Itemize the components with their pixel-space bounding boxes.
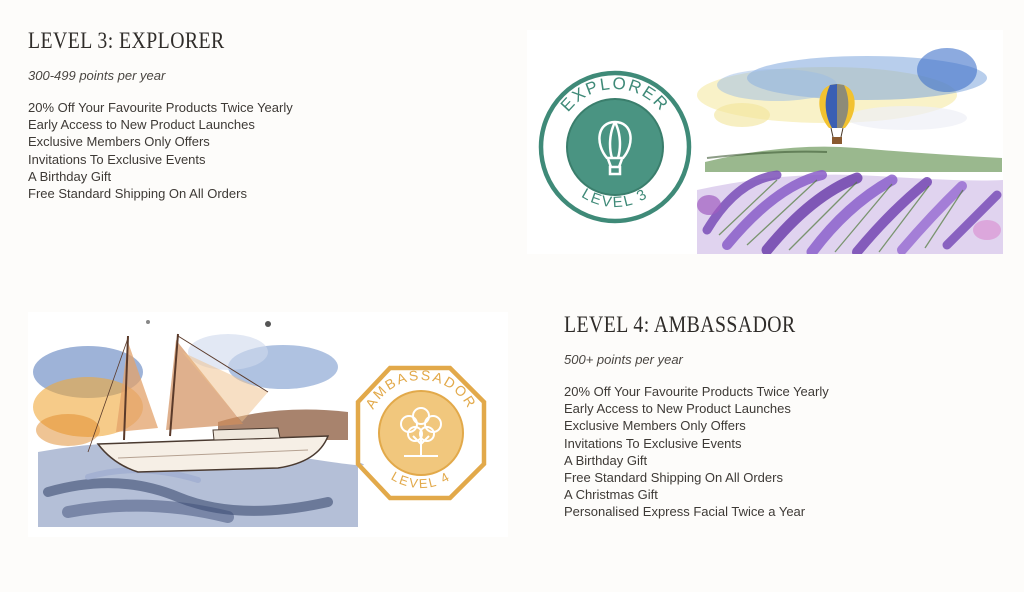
benefit-item: A Christmas Gift bbox=[564, 487, 658, 503]
level-3-illustration bbox=[527, 30, 1003, 254]
badge-bottom-text: LEVEL 4 bbox=[388, 468, 454, 492]
benefit-item: Free Standard Shipping On All Orders bbox=[28, 186, 247, 202]
level-3-title: LEVEL 3: EXPLORER bbox=[28, 28, 225, 53]
benefit-item: Early Access to New Product Launches bbox=[564, 401, 791, 417]
level-4-title: LEVEL 4: AMBASSADOR bbox=[564, 312, 796, 337]
explorer-badge bbox=[541, 73, 689, 221]
benefit-item: Early Access to New Product Launches bbox=[28, 117, 255, 133]
benefit-item: Personalised Express Facial Twice a Year bbox=[564, 504, 806, 520]
badge-top-text: EXPLORER bbox=[556, 73, 674, 116]
level-4-illustration bbox=[28, 312, 508, 537]
benefit-item: Invitations To Exclusive Events bbox=[564, 435, 742, 451]
level-3-points: 300-499 points per year bbox=[28, 68, 166, 83]
benefit-item: Exclusive Members Only Offers bbox=[564, 418, 746, 434]
sailboat-watercolor bbox=[28, 312, 508, 537]
benefit-item: Invitations To Exclusive Events bbox=[28, 151, 206, 167]
benefit-item: A Birthday Gift bbox=[28, 168, 112, 184]
benefit-item: 20% Off Your Favourite Products Twice Yearly bbox=[28, 100, 293, 115]
benefit-item: 20% Off Your Favourite Products Twice Yearly bbox=[564, 384, 829, 399]
lavender-field-balloon-watercolor bbox=[527, 30, 1003, 254]
benefit-item: A Birthday Gift bbox=[564, 452, 648, 468]
level-4-points: 500+ points per year bbox=[564, 352, 683, 367]
ambassador-badge bbox=[358, 367, 484, 498]
level-3-benefits-list bbox=[28, 99, 293, 202]
badge-bottom-text: LEVEL 3 bbox=[578, 185, 652, 212]
benefit-item: Free Standard Shipping On All Orders bbox=[564, 470, 783, 486]
level-4-benefits-list bbox=[564, 383, 829, 521]
benefit-item: Exclusive Members Only Offers bbox=[28, 134, 210, 150]
badge-top-text: AMBASSADOR bbox=[361, 366, 481, 412]
